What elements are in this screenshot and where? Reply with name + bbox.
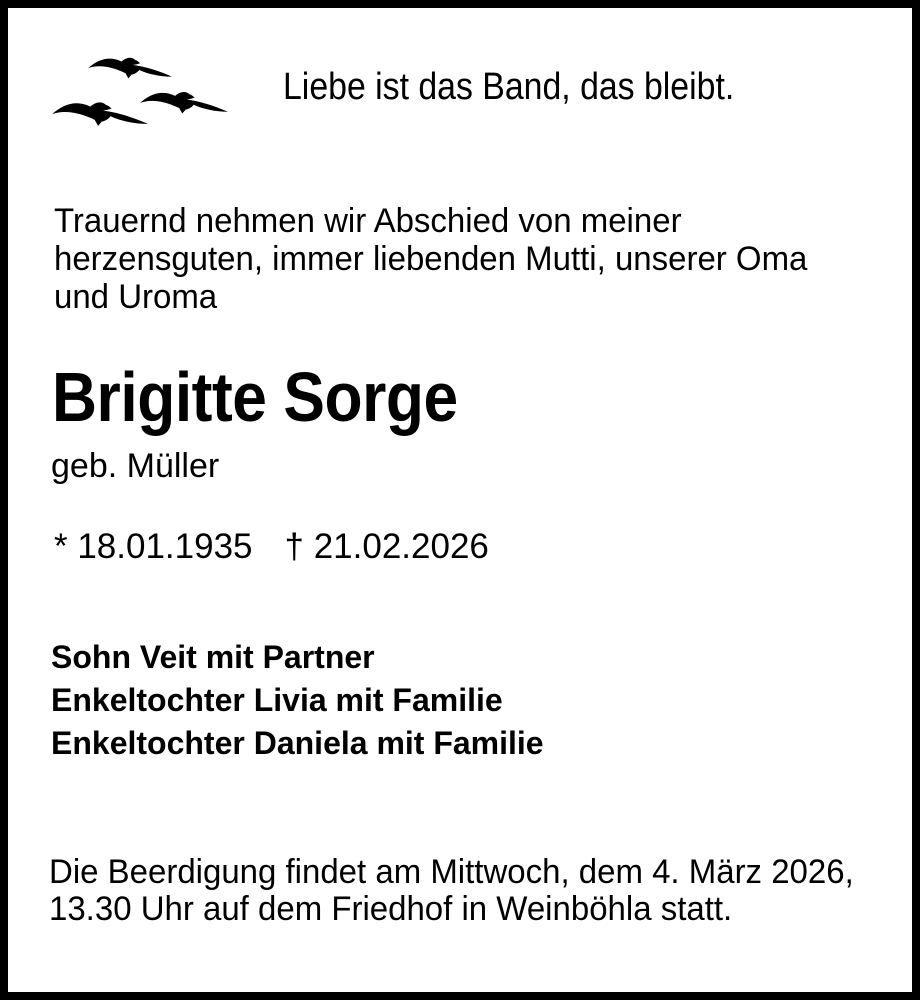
birth-date: * 18.01.1935 xyxy=(54,527,253,566)
epigraph: Liebe ist das Band, das bleibt. xyxy=(283,66,735,108)
mourner-line: Enkeltochter Livia mit Familie xyxy=(51,682,503,718)
intro-line: herzensguten, immer liebenden Mutti, unserer Oma xyxy=(54,240,808,278)
intro-line: und Uroma xyxy=(54,278,218,316)
mourner-line: Sohn Veit mit Partner xyxy=(51,639,375,675)
funeral-info xyxy=(49,854,854,928)
deceased-name: Brigitte Sorge xyxy=(52,358,458,436)
flying-birds-icon xyxy=(52,54,230,134)
mourners-list xyxy=(51,636,544,765)
life-dates xyxy=(54,525,489,569)
funeral-line: 13.30 Uhr auf dem Friedhof in Weinböhla statt. xyxy=(49,890,733,928)
funeral-line: Die Beerdigung findet am Mittwoch, dem 4. März 2026, xyxy=(49,853,854,891)
intro-line: Trauernd nehmen wir Abschied von meiner xyxy=(54,202,682,240)
intro-text xyxy=(54,202,807,316)
death-date: † 21.02.2026 xyxy=(284,527,489,566)
maiden-name: geb. Müller xyxy=(51,447,220,485)
mourner-line: Enkeltochter Daniela mit Familie xyxy=(51,725,544,761)
